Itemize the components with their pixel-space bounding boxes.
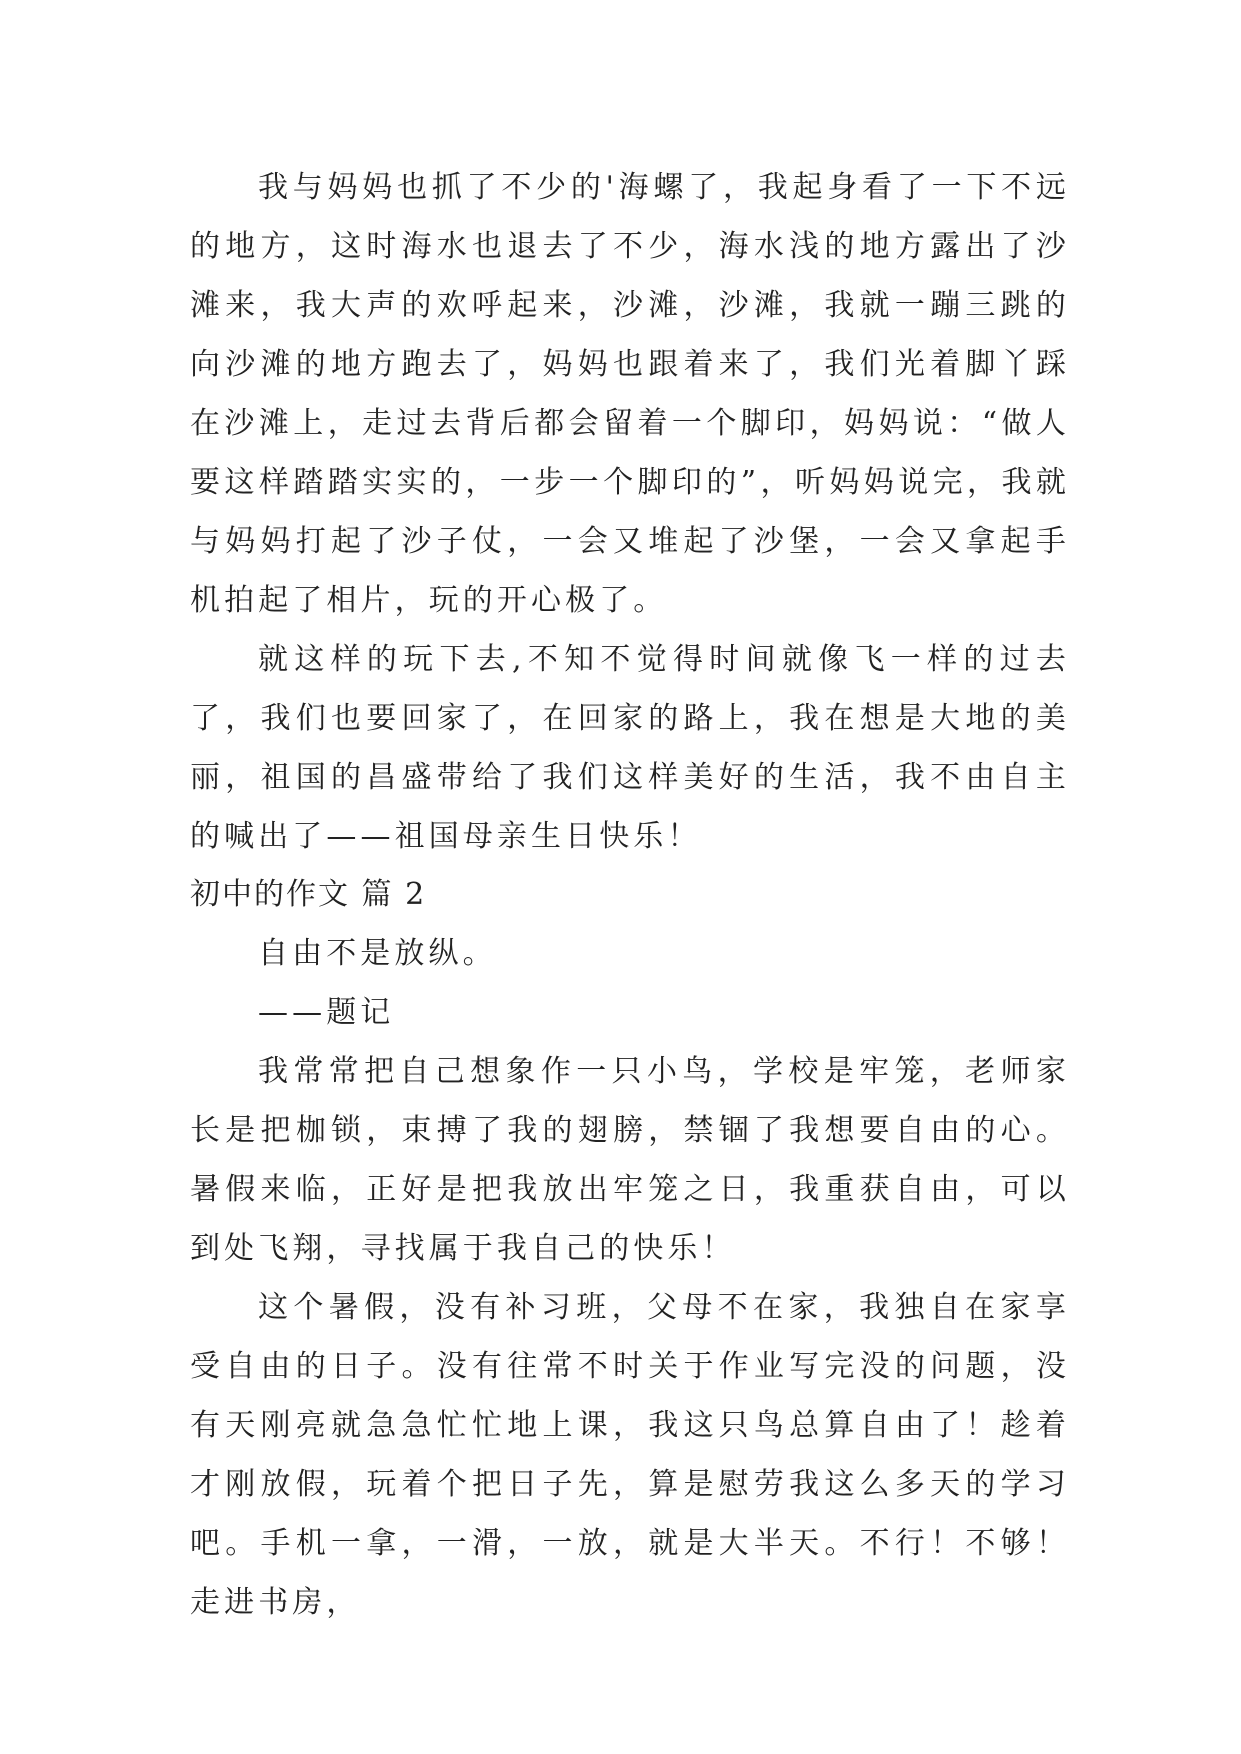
epigraph-attribution: ——题记	[258, 995, 395, 1030]
epigraph-line: 自由不是放纵。	[258, 936, 497, 971]
essay-heading: 初中的作文 篇 2	[190, 877, 427, 912]
paragraph-bird: 我常常把自己想象作一只小鸟，学校是牢笼，老师家长是把枷锁，束搏了我的翅膀，禁锢了我想要自由的心。暑假来临，正好是把我放出牢笼之日，我重获自由，可以到处飞翔，寻找属于我自己的快乐！	[190, 1054, 1070, 1266]
paragraph-going-home: 就这样的玩下去,不知不觉得时间就像飞一样的过去了，我们也要回家了，在回家的路上，我在想是大地的美丽，祖国的昌盛带给了我们这样美好的生活，我不由自主的喊出了——祖国母亲生日快乐！	[190, 642, 1070, 854]
paragraph-summer: 这个暑假，没有补习班，父母不在家，我独自在家享受自由的日子。没有往常不时关于作业写完没的问题，没有天刚亮就急急忙忙地上课，我这只鸟总算自由了！趁着才刚放假，玩着个把日子先，算是慰劳我这么多天的学习吧。手机一拿，一滑，一放，就是大半天。不行！不够！走进书房，	[190, 1290, 1070, 1620]
document-body	[190, 158, 1070, 1632]
paragraph-beach: 我与妈妈也抓了不少的'海螺了，我起身看了一下不远的地方，这时海水也退去了不少，海水浅的地方露出了沙滩来，我大声的欢呼起来，沙滩，沙滩，我就一蹦三跳的向沙滩的地方跑去了，妈妈也跟着来了，我们光着脚丫踩在沙滩上，走过去背后都会留着一个脚印，妈妈说：“做人要这样踏踏实实的，一步一个脚印的”，听妈妈说完，我就与妈妈打起了沙子仗，一会又堆起了沙堡，一会又拿起手机拍起了相片，玩的开心极了。	[190, 170, 1070, 618]
